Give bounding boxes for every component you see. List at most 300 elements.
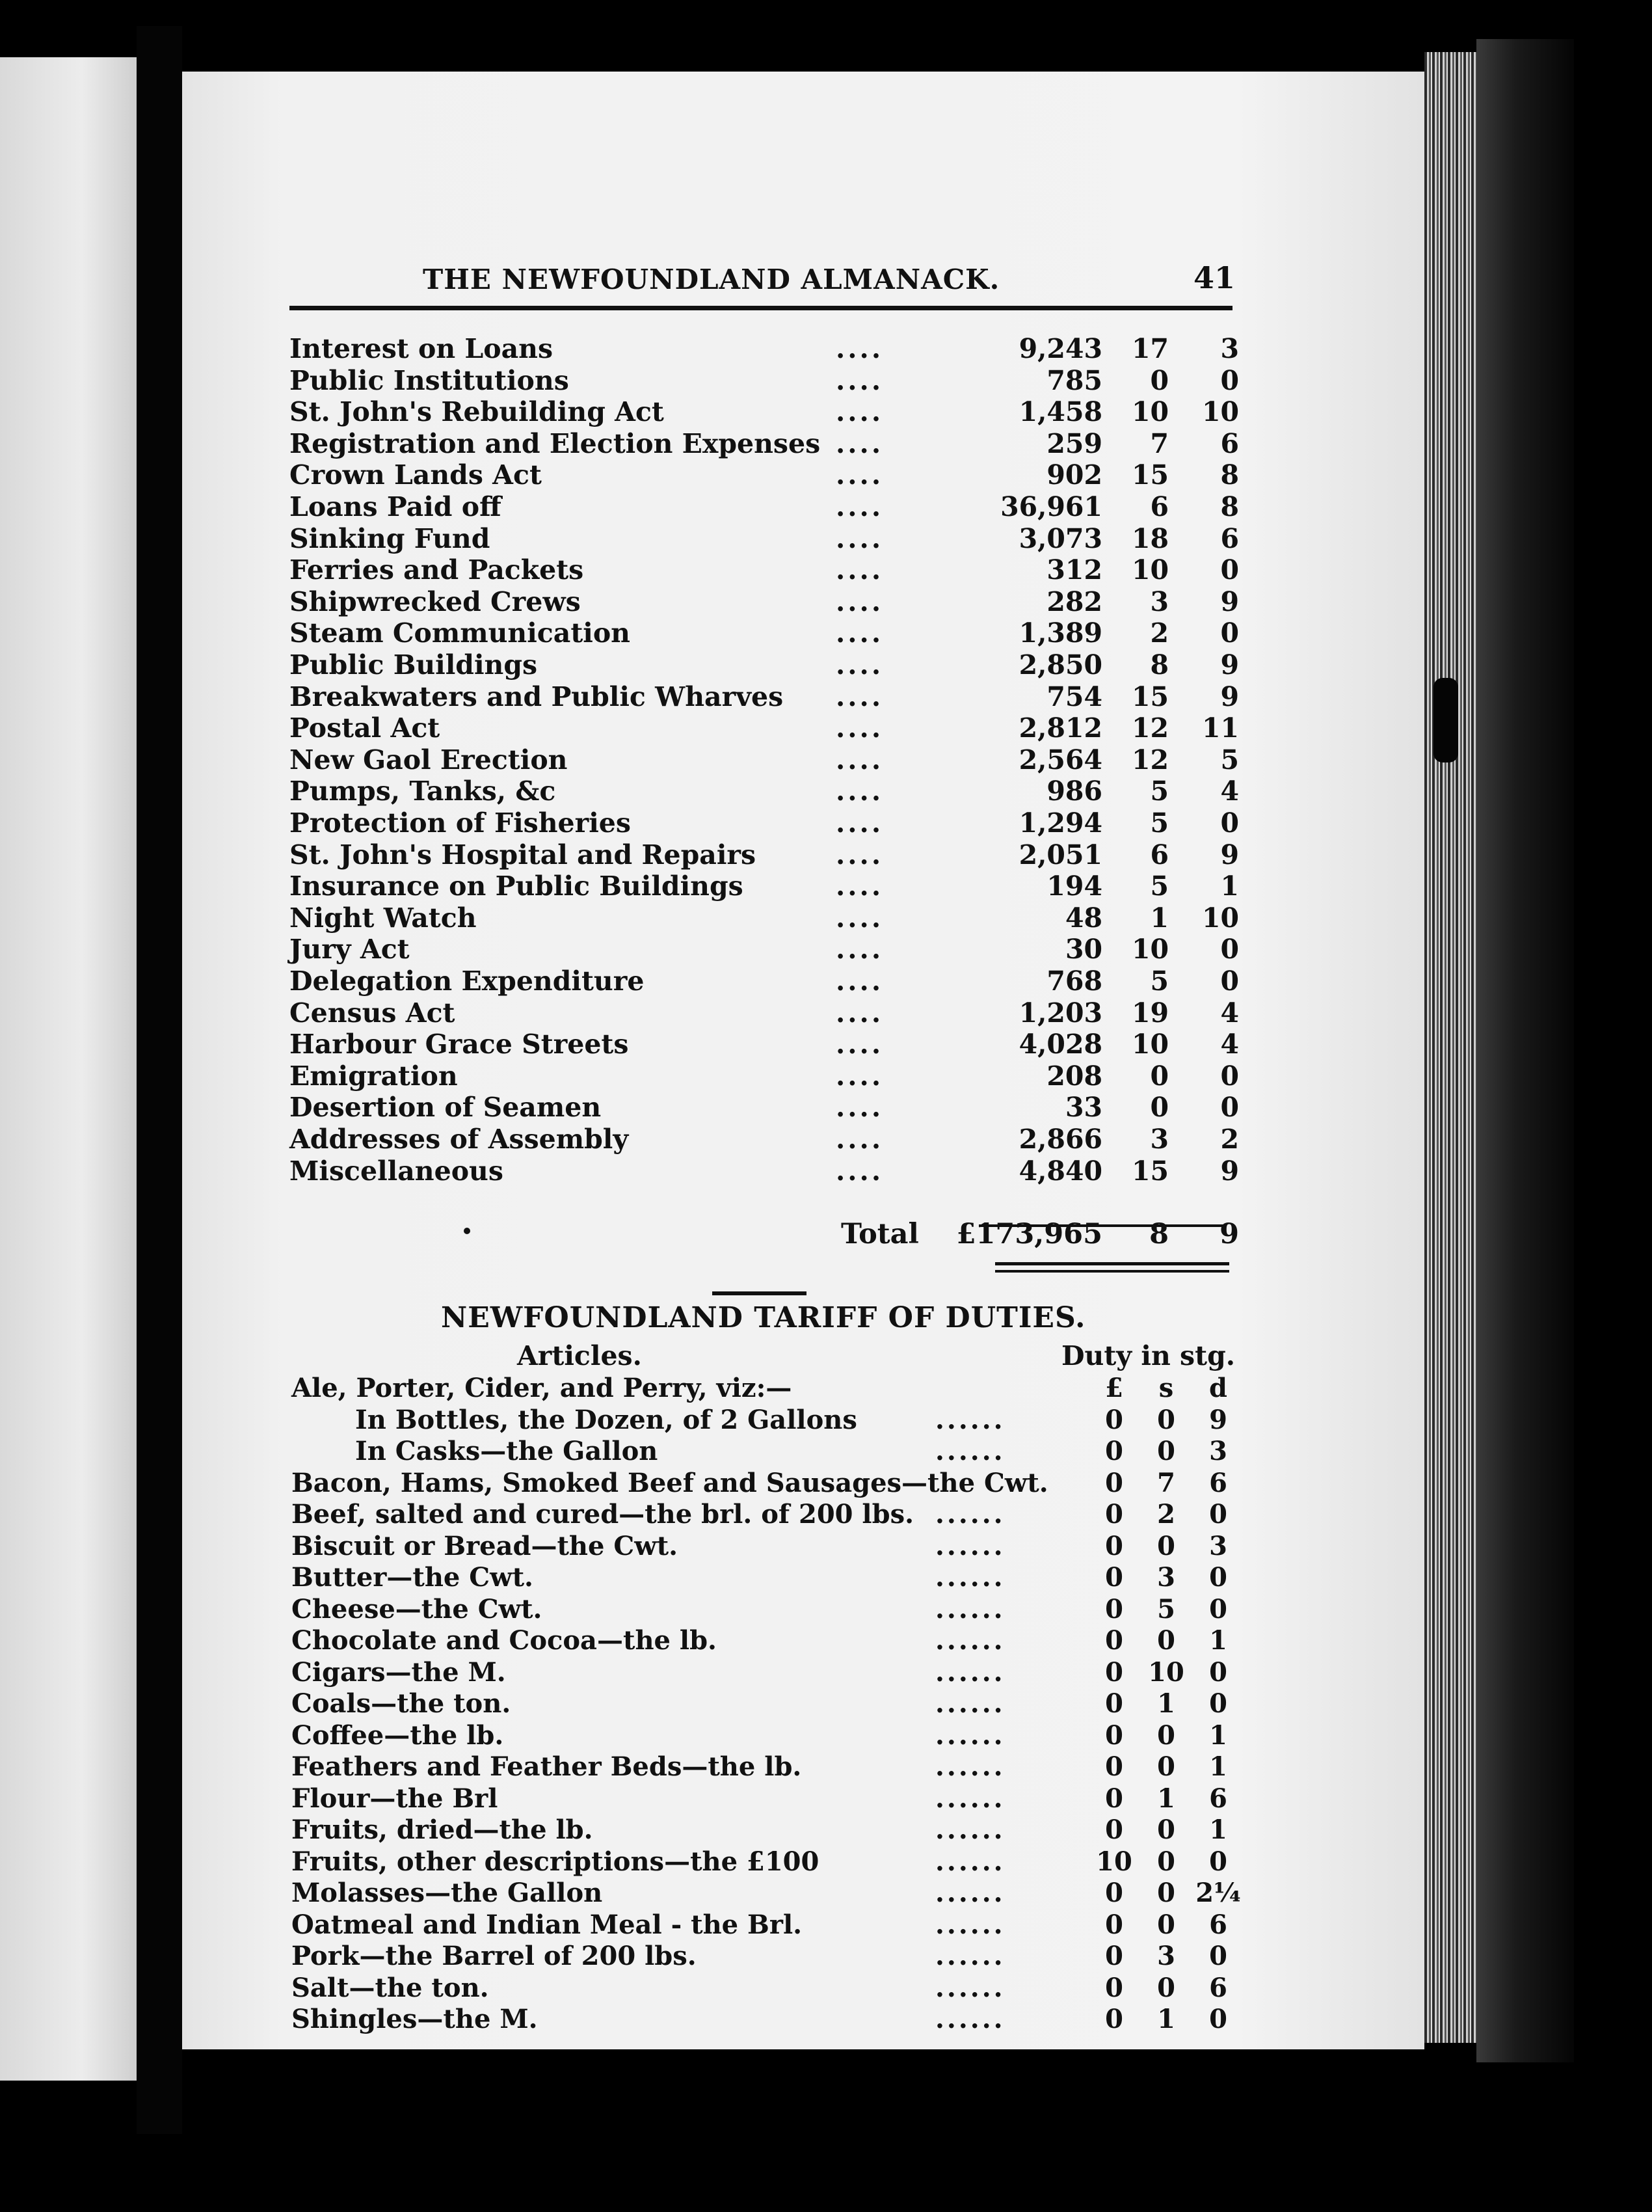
amount-pounds: 9,243 — [1019, 333, 1102, 364]
tariff-article: In Casks—the Gallon — [355, 1436, 658, 1466]
amount-pounds: 36,961 — [1000, 491, 1102, 522]
amount-pence: 4 — [1220, 1029, 1239, 1060]
amount-pounds: 1,294 — [1019, 807, 1102, 839]
amount-pence: 9 — [1220, 1155, 1239, 1187]
amount-pence: 6 — [1220, 427, 1239, 459]
amount-pence: 0 — [1220, 617, 1239, 649]
expenditure-label: Protection of Fisheries — [289, 807, 631, 839]
tariff-article: Flour—the Brl — [291, 1783, 498, 1814]
duty-shillings: 1 — [1157, 2004, 1175, 2034]
leader-dots: .... — [836, 396, 884, 428]
facing-page-edge — [0, 57, 137, 2081]
duty-pounds: 0 — [1105, 1909, 1123, 1940]
leader-dots: .... — [836, 902, 884, 934]
leader-dots: .... — [836, 776, 884, 807]
leader-dots: .... — [836, 617, 884, 649]
duty-pounds: 0 — [1105, 1593, 1123, 1625]
duty-pence: 2¼ — [1195, 1878, 1241, 1908]
expenditure-row — [289, 333, 1246, 364]
leader-dots: ...... — [935, 1909, 1006, 1940]
duty-pounds: 0 — [1105, 1751, 1123, 1782]
amount-pence: 4 — [1220, 997, 1239, 1029]
expenditure-row — [289, 428, 1246, 459]
tariff-article: Fruits, other descriptions—the £100 — [291, 1846, 819, 1877]
tariff-row — [291, 1436, 1247, 1467]
duty-pence: 0 — [1209, 1688, 1227, 1719]
duty-pounds: 0 — [1105, 1878, 1123, 1908]
duty-pence: 0 — [1209, 1846, 1227, 1877]
expenditure-label: Interest on Loans — [289, 333, 553, 364]
expenditure-label: Loans Paid off — [289, 491, 501, 522]
duty-shillings: 0 — [1157, 1846, 1175, 1877]
amount-pence: 6 — [1220, 522, 1239, 554]
total-pence: 9 — [1219, 1218, 1239, 1250]
expenditure-row — [289, 459, 1246, 491]
duty-pounds: 10 — [1096, 1846, 1132, 1877]
total-rule-double-b — [995, 1270, 1229, 1273]
expenditure-row — [289, 586, 1246, 617]
amount-pounds: 282 — [1046, 586, 1102, 617]
amount-shillings: 3 — [1150, 586, 1169, 617]
expenditure-label: Miscellaneous — [289, 1155, 503, 1187]
leader-dots: .... — [836, 522, 884, 554]
amount-pounds: 902 — [1046, 459, 1102, 491]
amount-pounds: 2,564 — [1019, 744, 1102, 776]
tariff-article: Oatmeal and Indian Meal - the Brl. — [291, 1909, 803, 1940]
page-number: 41 — [1193, 260, 1236, 295]
total-rule-double-a — [995, 1262, 1229, 1265]
duty-pence: 0 — [1209, 1656, 1227, 1688]
duty-shillings: 0 — [1157, 1972, 1175, 2003]
duty-pence: 6 — [1209, 1783, 1227, 1814]
leader-dots: .... — [836, 839, 884, 870]
tariff-article: In Bottles, the Dozen, of 2 Gallons — [355, 1404, 857, 1435]
leader-dots: .... — [836, 333, 884, 364]
tariff-article: Beef, salted and cured—the brl. of 200 lbs. — [291, 1499, 914, 1530]
leader-dots: .... — [836, 586, 884, 617]
expenditure-label: Public Institutions — [289, 364, 569, 396]
tariff-article: Fruits, dried—the lb. — [291, 1814, 593, 1845]
tariff-row — [291, 1973, 1247, 2004]
leader-dots: .... — [836, 870, 884, 902]
duty-pounds: 0 — [1105, 1814, 1123, 1845]
expenditure-label: Addresses of Assembly — [289, 1124, 629, 1155]
duty-pence: 3 — [1209, 1530, 1227, 1561]
expenditure-label: Delegation Expenditure — [289, 965, 645, 997]
amount-pence: 0 — [1220, 1060, 1239, 1092]
total-shillings: 8 — [1149, 1218, 1169, 1250]
duty-pounds: 0 — [1105, 2004, 1123, 2034]
expenditure-row — [289, 1060, 1246, 1092]
tariff-row — [291, 2004, 1247, 2035]
amount-pence: 8 — [1220, 459, 1239, 491]
duty-shillings: 0 — [1157, 1720, 1175, 1751]
amount-pence: 0 — [1220, 554, 1239, 586]
leader-dots: ...... — [935, 1499, 1006, 1530]
amount-pounds: 2,051 — [1019, 839, 1102, 870]
leader-dots: .... — [836, 997, 884, 1029]
amount-shillings: 8 — [1150, 649, 1169, 681]
amount-pounds: 2,866 — [1019, 1124, 1102, 1155]
amount-shillings: 1 — [1150, 902, 1169, 934]
leader-dots: .... — [836, 649, 884, 681]
tariff-row — [291, 1657, 1247, 1688]
duty-shillings: 7 — [1157, 1467, 1175, 1498]
duty-pounds: 0 — [1105, 1783, 1123, 1814]
unit-pence: d — [1209, 1373, 1227, 1403]
leader-dots: ...... — [935, 1814, 1006, 1845]
tariff-row — [291, 1594, 1247, 1625]
tariff-row — [291, 1878, 1247, 1909]
tariff-row — [291, 1909, 1247, 1941]
amount-pence: 9 — [1220, 681, 1239, 712]
duty-shillings: 0 — [1157, 1751, 1175, 1782]
amount-pence: 5 — [1220, 744, 1239, 776]
tariff-article: Bacon, Hams, Smoked Beef and Sausages—the Cwt. — [291, 1467, 1048, 1498]
tariff-row — [291, 1625, 1247, 1656]
expenditure-label: Pumps, Tanks, &c — [289, 776, 556, 807]
amount-pence: 10 — [1201, 396, 1239, 428]
duty-pounds: 0 — [1105, 1972, 1123, 2003]
unit-pounds: £ — [1105, 1373, 1123, 1403]
running-title: THE NEWFOUNDLAND ALMANACK. — [423, 263, 1000, 295]
leader-dots: .... — [836, 1124, 884, 1155]
expenditure-row — [289, 523, 1246, 554]
amount-pounds: 48 — [1065, 902, 1102, 934]
expenditure-label: New Gaol Erection — [289, 744, 568, 776]
leader-dots: ...... — [935, 1846, 1006, 1877]
tariff-article: Ale, Porter, Cider, and Perry, viz:— — [291, 1373, 792, 1403]
expenditure-row — [289, 491, 1246, 522]
duty-pence: 0 — [1209, 1593, 1227, 1625]
tariff-row — [291, 1468, 1247, 1499]
amount-shillings: 5 — [1150, 965, 1169, 997]
amount-shillings: 15 — [1131, 681, 1169, 712]
expenditure-row — [289, 649, 1246, 681]
amount-pence: 11 — [1201, 712, 1239, 744]
leader-dots: .... — [836, 554, 884, 586]
expenditure-row — [289, 396, 1246, 427]
duty-pounds: 0 — [1105, 1436, 1123, 1466]
duty-pence: 1 — [1209, 1814, 1227, 1845]
expenditure-label: Shipwrecked Crews — [289, 586, 581, 617]
leader-dots: .... — [836, 1092, 884, 1124]
amount-shillings: 6 — [1150, 491, 1169, 522]
expenditure-row — [289, 1029, 1246, 1060]
amount-shillings: 5 — [1150, 870, 1169, 902]
expenditure-row — [289, 617, 1246, 649]
tariff-article: Coals—the ton. — [291, 1688, 511, 1719]
amount-shillings: 0 — [1150, 1060, 1169, 1092]
expenditure-label: St. John's Hospital and Repairs — [289, 839, 756, 870]
expenditure-label: St. John's Rebuilding Act — [289, 396, 664, 428]
tariff-article: Chocolate and Cocoa—the lb. — [291, 1625, 717, 1656]
duty-pounds: 0 — [1105, 1688, 1123, 1719]
duty-pence: 0 — [1209, 1499, 1227, 1530]
amount-pounds: 4,028 — [1019, 1029, 1102, 1060]
expenditure-label: Ferries and Packets — [289, 554, 584, 586]
amount-shillings: 0 — [1150, 1092, 1169, 1124]
header-rule — [289, 306, 1232, 310]
leader-dots: .... — [836, 427, 884, 459]
amount-shillings: 19 — [1131, 997, 1169, 1029]
leader-dots: ...... — [935, 1436, 1006, 1466]
amount-shillings: 12 — [1131, 744, 1169, 776]
tariff-row — [291, 1562, 1247, 1593]
amount-pence: 4 — [1220, 776, 1239, 807]
duty-pence: 0 — [1209, 1941, 1227, 1971]
expenditure-row — [289, 839, 1246, 870]
amount-pence: 1 — [1220, 870, 1239, 902]
amount-pence: 8 — [1220, 491, 1239, 522]
total-label: Total — [841, 1218, 919, 1250]
amount-pence: 9 — [1220, 839, 1239, 870]
leader-dots: ...... — [935, 1972, 1006, 2003]
tariff-article: Molasses—the Gallon — [291, 1878, 603, 1908]
amount-shillings: 6 — [1150, 839, 1169, 870]
leader-dots: .... — [836, 681, 884, 712]
duty-header: Duty in stg. — [1061, 1340, 1236, 1371]
expenditure-label: Night Watch — [289, 902, 477, 934]
articles-header: Articles. — [517, 1340, 642, 1371]
tariff-article: Pork—the Barrel of 200 lbs. — [291, 1941, 697, 1971]
leader-dots: ...... — [935, 1720, 1006, 1751]
leader-dots: ...... — [935, 1751, 1006, 1782]
expenditure-label: Census Act — [289, 997, 455, 1029]
amount-shillings: 10 — [1131, 1029, 1169, 1060]
duty-pounds: 0 — [1105, 1499, 1123, 1530]
total-row — [289, 1218, 1246, 1249]
amount-pence: 0 — [1220, 934, 1239, 965]
amount-pounds: 194 — [1046, 870, 1102, 902]
amount-pounds: 785 — [1046, 364, 1102, 396]
book-spine-shadow — [1476, 39, 1574, 2062]
amount-shillings: 15 — [1131, 1155, 1169, 1187]
expenditure-label: Desertion of Seamen — [289, 1092, 602, 1124]
amount-shillings: 15 — [1131, 459, 1169, 491]
amount-pounds: 768 — [1046, 965, 1102, 997]
duty-pounds: 0 — [1105, 1656, 1123, 1688]
tariff-article: Shingles—the M. — [291, 2004, 538, 2034]
leader-dots: ...... — [935, 1404, 1006, 1435]
duty-shillings: 3 — [1157, 1941, 1175, 1971]
total-pounds: £173,965 — [956, 1218, 1102, 1250]
amount-shillings: 10 — [1131, 396, 1169, 428]
expenditure-label: Insurance on Public Buildings — [289, 870, 743, 902]
amount-shillings: 5 — [1150, 807, 1169, 839]
amount-pence: 10 — [1201, 902, 1239, 934]
tariff-row — [291, 1783, 1247, 1814]
duty-pence: 9 — [1209, 1404, 1227, 1435]
leader-dots: ...... — [935, 2004, 1006, 2034]
amount-pounds: 986 — [1046, 776, 1102, 807]
duty-pounds: 0 — [1105, 1625, 1123, 1656]
tariff-article: Butter—the Cwt. — [291, 1562, 533, 1593]
leader-dots: ...... — [935, 1783, 1006, 1814]
tariff-article: Coffee—the lb. — [291, 1720, 504, 1751]
duty-pounds: 0 — [1105, 1562, 1123, 1593]
amount-pounds: 2,812 — [1019, 712, 1102, 744]
amount-pence: 0 — [1220, 807, 1239, 839]
duty-pence: 0 — [1209, 1562, 1227, 1593]
section-divider — [712, 1291, 806, 1295]
leader-dots: ...... — [935, 1593, 1006, 1625]
expenditure-label: Sinking Fund — [289, 522, 490, 554]
amount-pence: 3 — [1220, 333, 1239, 364]
amount-pounds: 1,458 — [1019, 396, 1102, 428]
tariff-row — [291, 1405, 1247, 1436]
tariff-row — [291, 1751, 1247, 1783]
expenditure-row — [289, 712, 1246, 744]
expenditure-label: Registration and Election Expenses — [289, 427, 821, 459]
amount-shillings: 17 — [1131, 333, 1169, 364]
expenditure-row — [289, 870, 1246, 902]
duty-shillings: 1 — [1157, 1783, 1175, 1814]
expenditure-label: Breakwaters and Public Wharves — [289, 681, 784, 712]
amount-pounds: 259 — [1046, 427, 1102, 459]
amount-shillings: 7 — [1150, 427, 1169, 459]
amount-pounds: 208 — [1046, 1060, 1102, 1092]
leader-dots: .... — [836, 807, 884, 839]
unit-shillings: s — [1158, 1373, 1174, 1403]
amount-pounds: 2,850 — [1019, 649, 1102, 681]
amount-pounds: 30 — [1065, 934, 1102, 965]
amount-shillings: 0 — [1150, 364, 1169, 396]
duty-pounds: 0 — [1105, 1720, 1123, 1751]
expenditure-row — [289, 365, 1246, 396]
tariff-article: Salt—the ton. — [291, 1972, 489, 2003]
amount-pounds: 3,073 — [1019, 522, 1102, 554]
tariff-article: Feathers and Feather Beds—the lb. — [291, 1751, 802, 1782]
expenditure-row — [289, 902, 1246, 934]
book-gutter — [137, 26, 182, 2134]
leader-dots: .... — [836, 934, 884, 965]
leader-dots: ...... — [935, 1688, 1006, 1719]
leader-dots: ...... — [935, 1941, 1006, 1971]
tariff-article: Biscuit or Bread—the Cwt. — [291, 1530, 678, 1561]
amount-pounds: 1,389 — [1019, 617, 1102, 649]
expenditure-label: Postal Act — [289, 712, 440, 744]
amount-pence: 9 — [1220, 649, 1239, 681]
page-stack-edge — [1424, 52, 1476, 2043]
expenditure-label: Emigration — [289, 1060, 458, 1092]
amount-shillings: 10 — [1131, 934, 1169, 965]
duty-pounds: 0 — [1105, 1404, 1123, 1435]
duty-shillings: 2 — [1157, 1499, 1175, 1530]
expenditure-row — [289, 681, 1246, 712]
duty-pence: 6 — [1209, 1909, 1227, 1940]
amount-pounds: 4,840 — [1019, 1155, 1102, 1187]
expenditure-row — [289, 1124, 1246, 1155]
tariff-row — [291, 1814, 1247, 1846]
expenditure-row — [289, 554, 1246, 586]
leader-dots: .... — [836, 744, 884, 776]
duty-shillings: 0 — [1157, 1625, 1175, 1656]
duty-pence: 0 — [1209, 2004, 1227, 2034]
amount-pence: 0 — [1220, 1092, 1239, 1124]
expenditure-row — [289, 1092, 1246, 1123]
duty-shillings: 0 — [1157, 1909, 1175, 1940]
duty-shillings: 10 — [1148, 1656, 1184, 1688]
expenditure-row — [289, 997, 1246, 1029]
tariff-row — [291, 1941, 1247, 1972]
duty-pence: 1 — [1209, 1720, 1227, 1751]
leader-dots: ...... — [935, 1878, 1006, 1908]
expenditure-label: Harbour Grace Streets — [289, 1029, 629, 1060]
leader-dots: .... — [836, 459, 884, 491]
amount-pence: 0 — [1220, 364, 1239, 396]
leader-dots: ...... — [935, 1625, 1006, 1656]
tariff-row — [291, 1373, 1247, 1404]
duty-shillings: 0 — [1157, 1530, 1175, 1561]
duty-shillings: 5 — [1157, 1593, 1175, 1625]
leader-dots: ...... — [935, 1656, 1006, 1688]
duty-shillings: 3 — [1157, 1562, 1175, 1593]
duty-pence: 6 — [1209, 1972, 1227, 2003]
duty-pounds: 0 — [1105, 1530, 1123, 1561]
amount-shillings: 18 — [1131, 522, 1169, 554]
expenditure-label: Jury Act — [289, 934, 410, 965]
leader-dots: .... — [836, 1060, 884, 1092]
amount-shillings: 3 — [1150, 1124, 1169, 1155]
expenditure-row — [289, 934, 1246, 965]
amount-pence: 0 — [1220, 965, 1239, 997]
duty-pence: 6 — [1209, 1467, 1227, 1498]
page-clip — [1433, 678, 1458, 762]
leader-dots: ...... — [935, 1562, 1006, 1593]
expenditure-label: Public Buildings — [289, 649, 538, 681]
expenditure-row — [289, 965, 1246, 997]
expenditure-label: Steam Communication — [289, 617, 630, 649]
expenditure-row — [289, 744, 1246, 776]
amount-pounds: 33 — [1065, 1092, 1102, 1124]
amount-pounds: 312 — [1046, 554, 1102, 586]
leader-dots: .... — [836, 491, 884, 522]
duty-pence: 3 — [1209, 1436, 1227, 1466]
duty-shillings: 1 — [1157, 1688, 1175, 1719]
amount-shillings: 5 — [1150, 776, 1169, 807]
tariff-article: Cheese—the Cwt. — [291, 1593, 542, 1625]
expenditure-row — [289, 776, 1246, 807]
tariff-row — [291, 1531, 1247, 1562]
leader-dots: .... — [836, 1155, 884, 1187]
amount-pounds: 754 — [1046, 681, 1102, 712]
leader-dots: .... — [836, 364, 884, 396]
duty-pounds: 0 — [1105, 1467, 1123, 1498]
duty-pence: 1 — [1209, 1625, 1227, 1656]
duty-shillings: 0 — [1157, 1436, 1175, 1466]
tariff-title: NEWFOUNDLAND TARIFF OF DUTIES. — [441, 1301, 1086, 1334]
amount-pounds: 1,203 — [1019, 997, 1102, 1029]
leader-dots: .... — [836, 965, 884, 997]
tariff-row — [291, 1499, 1247, 1530]
amount-pence: 9 — [1220, 586, 1239, 617]
tariff-article: Cigars—the M. — [291, 1656, 506, 1688]
duty-shillings: 0 — [1157, 1404, 1175, 1435]
leader-dots: .... — [836, 1029, 884, 1060]
amount-pence: 2 — [1220, 1124, 1239, 1155]
amount-shillings: 10 — [1131, 554, 1169, 586]
expenditure-row — [289, 807, 1246, 839]
amount-shillings: 12 — [1131, 712, 1169, 744]
tariff-row — [291, 1688, 1247, 1720]
duty-pence: 1 — [1209, 1751, 1227, 1782]
tariff-row — [291, 1720, 1247, 1751]
duty-shillings: 0 — [1157, 1814, 1175, 1845]
duty-shillings: 0 — [1157, 1878, 1175, 1908]
leader-dots: ...... — [935, 1530, 1006, 1561]
leader-dots: .... — [836, 712, 884, 744]
